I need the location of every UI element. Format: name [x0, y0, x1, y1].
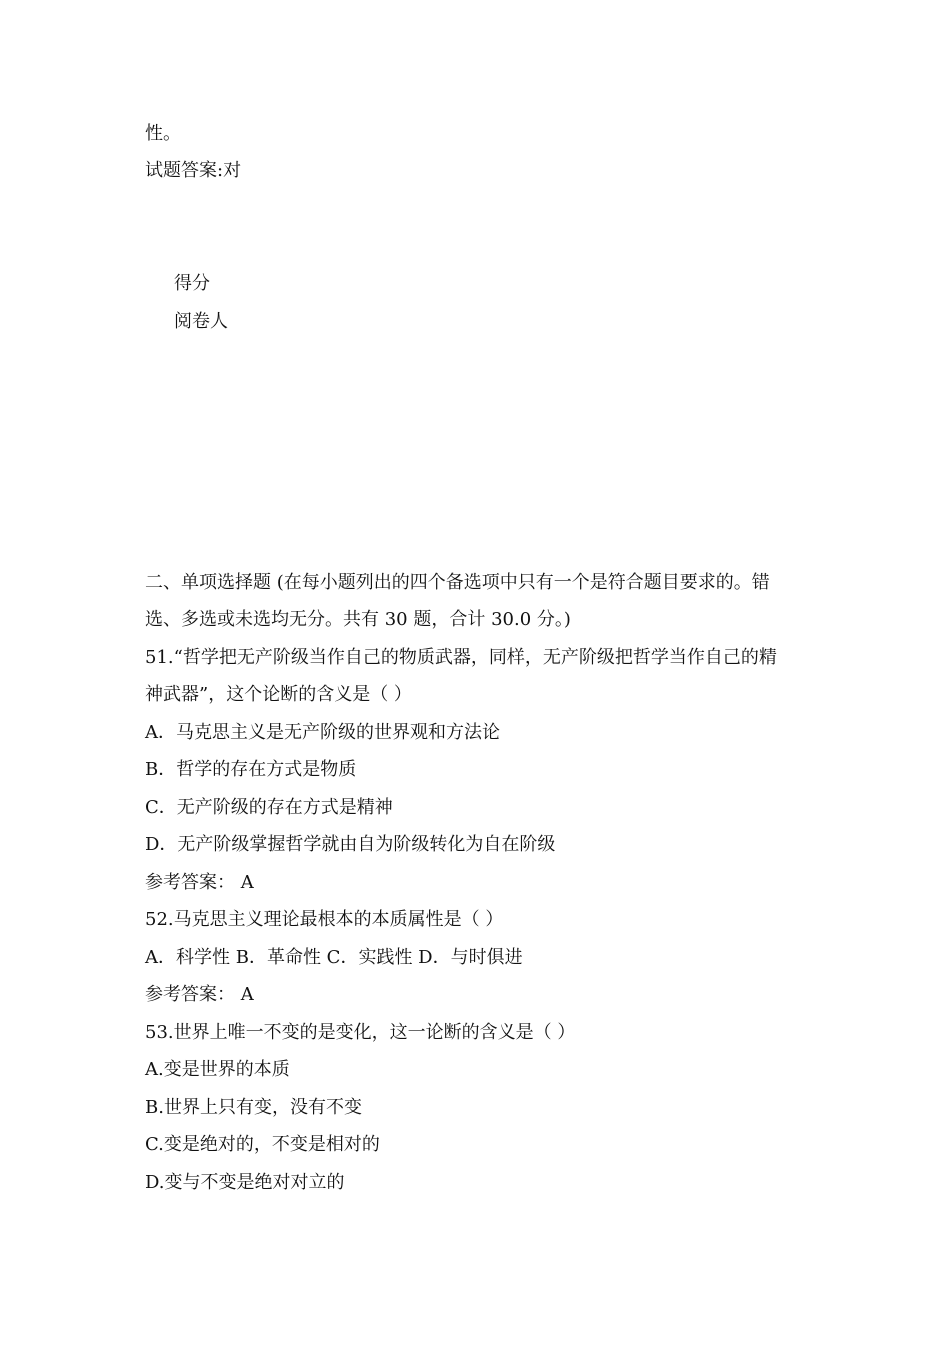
question-51-option-c: C．无产阶级的存在方式是精神 — [145, 797, 393, 818]
question-51-option-b: B．哲学的存在方式是物质 — [145, 759, 357, 780]
question-52-answer: 参考答案： A — [145, 984, 254, 1005]
question-51-option-a: A．马克思主义是无产阶级的世界观和方法论 — [145, 722, 500, 743]
score-label: 得分 — [174, 273, 210, 294]
question-53-option-b: B.世界上只有变，没有不变 — [145, 1097, 362, 1118]
previous-question-tail: 性。 — [145, 123, 181, 144]
question-51-stem-continued: 神武器”，这个论断的含义是（ ） — [145, 684, 412, 705]
section-heading-continued: 选、多选或未选均无分。共有 30 题，合计 30.0 分。) — [145, 609, 571, 630]
question-51-answer: 参考答案： A — [145, 872, 254, 893]
question-51-stem: 51.“哲学把无产阶级当作自己的物质武器，同样，无产阶级把哲学当作自己的精 — [145, 647, 777, 668]
question-53-stem: 53.世界上唯一不变的是变化，这一论断的含义是（ ） — [145, 1022, 576, 1043]
previous-question-answer: 试题答案:对 — [145, 160, 242, 181]
question-52-options: A．科学性 B．革命性 C．实践性 D．与时俱进 — [145, 947, 523, 968]
question-51-option-d: D．无产阶级掌握哲学就由自为阶级转化为自在阶级 — [145, 834, 556, 855]
grader-label: 阅卷人 — [174, 311, 228, 332]
question-53-option-a: A.变是世界的本质 — [145, 1059, 290, 1080]
question-53-option-c: C.变是绝对的，不变是相对的 — [145, 1134, 380, 1155]
question-52-stem: 52.马克思主义理论最根本的本质属性是（ ） — [145, 909, 504, 930]
section-heading: 二、单项选择题 (在每小题列出的四个备选项中只有一个是符合题目要求的。错 — [145, 572, 770, 593]
question-53-option-d: D.变与不变是绝对对立的 — [145, 1172, 345, 1193]
